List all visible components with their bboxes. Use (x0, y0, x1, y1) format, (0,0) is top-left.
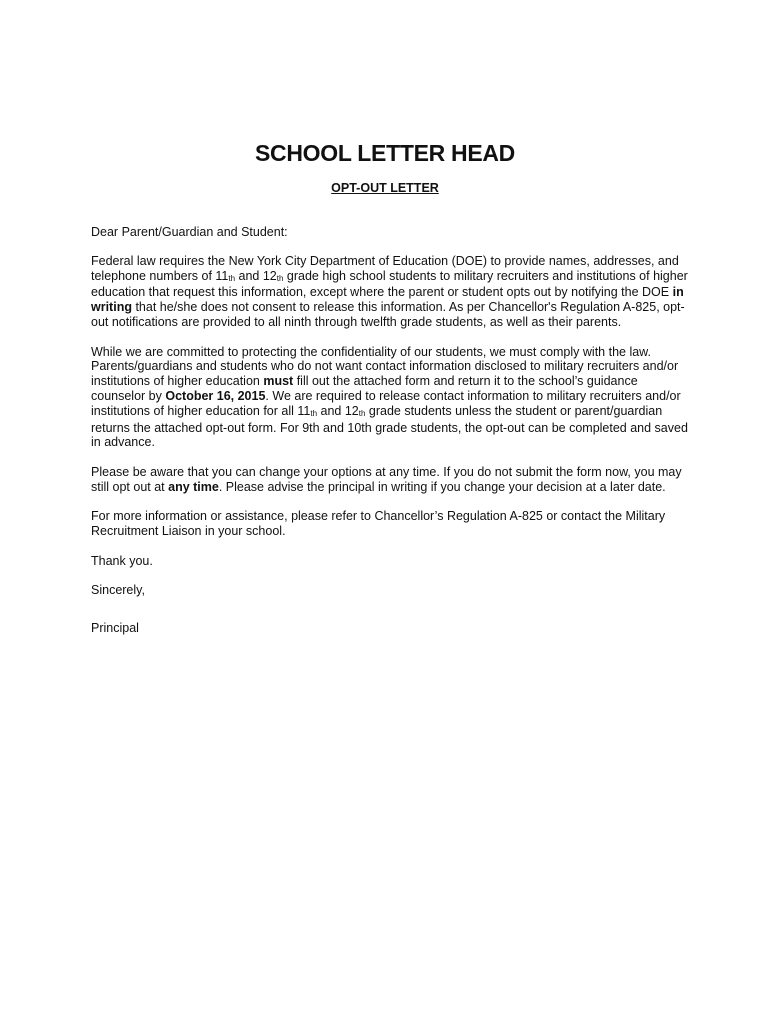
p2-bold-must: must (263, 374, 294, 389)
p2-text-a: While we are committed to protecting the confidentiality of our students, we must comply with the law. Parents/guardians and students who do not want contact information disclosed to military recruiters and/or institutions of higher education (91, 344, 679, 389)
p2-text-d: and 12 (317, 403, 359, 418)
p3-bold-any-time: any time (168, 479, 219, 494)
p1-text-b: and 12 (235, 268, 277, 283)
p2-ordinal-suffix-2: th (358, 408, 366, 418)
salutation: Dear Parent/Guardian and Student: (91, 225, 288, 239)
p2-text-c: . We are required to release contact information to military recruiters and/or institutions of higher education for all 11 (91, 388, 681, 418)
p1-bold-in-writing: in writing (91, 285, 684, 315)
p2-text-e: grade students unless the student or parent/guardian returns the attached opt-out form. For 9th and 10th grade students, the opt-out can be completed and saved in advance. (91, 403, 688, 450)
signature-space (91, 598, 691, 621)
thank-you: Thank you. (91, 553, 153, 568)
p1-ordinal-suffix-2: th (276, 273, 284, 283)
letterhead-title: SCHOOL LETTER HEAD (255, 140, 515, 166)
p3-text-b: . Please advise the principal in writing if you change your decision at a later date. (218, 479, 666, 494)
p1-text-a: Federal law requires the New York City Department of Education (DOE) to provide names, addresses, and telephone numbers of 11 (91, 253, 679, 283)
p2-text-b: fill out the attached form and return it to the school’s guidance counselor by (91, 374, 638, 403)
p1-text-d: that he/she does not consent to release this information. As per Chancellor's Regulation A-825, opt-out notifications are provided to all ninth through twelfth grade students, as well as their parents. (91, 300, 685, 329)
p2-ordinal-suffix-1: th (310, 408, 318, 418)
letter-subtitle: OPT-OUT LETTER (331, 181, 439, 195)
letter-body (91, 225, 691, 636)
closing-sincerely: Sincerely, (91, 583, 145, 598)
paragraph-federal-law (91, 254, 691, 330)
p3-text-a: Please be aware that you can change your options at any time. If you do not submit the form now, you may still opt out at (91, 464, 682, 494)
paragraph-confidentiality (91, 345, 691, 451)
p1-ordinal-suffix-1: th (228, 273, 236, 283)
paragraph-change-options (91, 465, 691, 495)
signature-principal: Principal (91, 621, 139, 636)
paragraph-more-info: For more information or assistance, please refer to Chancellor’s Regulation A-825 or contact the Military Recruitment Liaison in your school. (91, 509, 666, 539)
p1-text-c: grade high school students to military recruiters and institutions of higher education that request this information, except where the parent or student opts out by notifying the DOE (91, 268, 688, 300)
p2-bold-deadline: October 16, 2015 (165, 388, 266, 403)
